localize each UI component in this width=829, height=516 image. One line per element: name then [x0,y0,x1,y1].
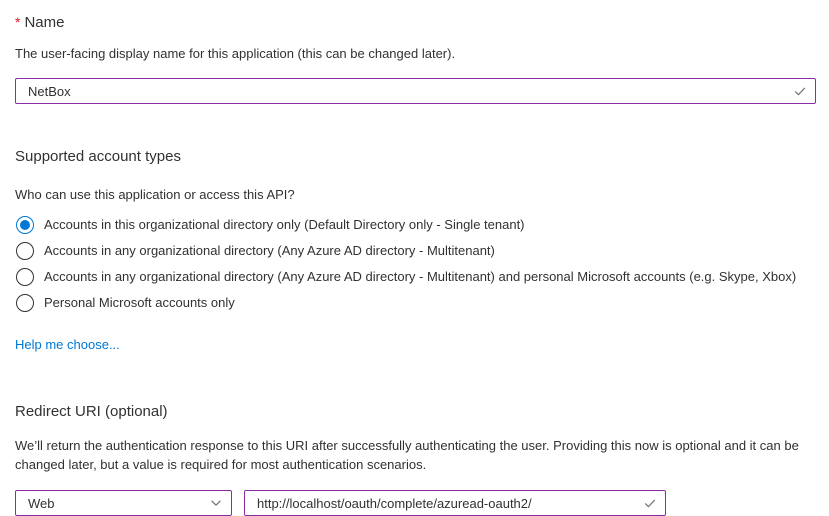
radio-option-multitenant-personal[interactable] [15,264,815,290]
radio-option-single-tenant[interactable] [15,212,815,238]
radio-option-personal-only[interactable] [15,290,815,316]
radio-button-icon [16,268,34,286]
account-types-radio-group [15,212,815,316]
check-icon [793,84,807,98]
radio-option-label: Accounts in this organizational directory only (Default Directory only - Single tenant) [44,217,525,232]
name-section-title [15,12,815,33]
name-title-text: Name [24,14,65,31]
redirect-uri-input[interactable] [245,491,665,515]
radio-button-icon [16,294,34,312]
required-asterisk: * [15,14,21,30]
redirect-uri-description: We’ll return the authentication response to this URI after successfully authenticating the user. Providing this now is optional and it can be changed later, but a value is required for most authentication scenarios. [15,438,799,472]
radio-option-label: Accounts in any organizational directory (Any Azure AD directory - Multitenant) [44,243,495,258]
name-input-container [15,78,816,104]
platform-select[interactable] [15,490,232,516]
help-me-choose-link[interactable]: Help me choose... [15,337,120,352]
radio-button-icon [16,216,34,234]
radio-button-icon [16,242,34,260]
account-types-title: Supported account types [15,148,181,165]
radio-option-label: Personal Microsoft accounts only [44,295,235,310]
platform-select-value: Web [28,495,55,511]
redirect-uri-input-container [244,490,666,516]
name-description: The user-facing display name for this application (this can be changed later). [15,46,456,61]
account-types-question: Who can use this application or access this API? [15,187,295,202]
redirect-uri-title: Redirect URI (optional) [15,403,168,420]
check-icon [643,496,657,510]
name-input[interactable] [16,79,815,103]
chevron-down-icon [209,496,223,510]
radio-option-label: Accounts in any organizational directory (Any Azure AD directory - Multitenant) and personal Microsoft accounts (e.g. Skype, Xbox) [44,269,797,284]
radio-option-multitenant[interactable] [15,238,815,264]
